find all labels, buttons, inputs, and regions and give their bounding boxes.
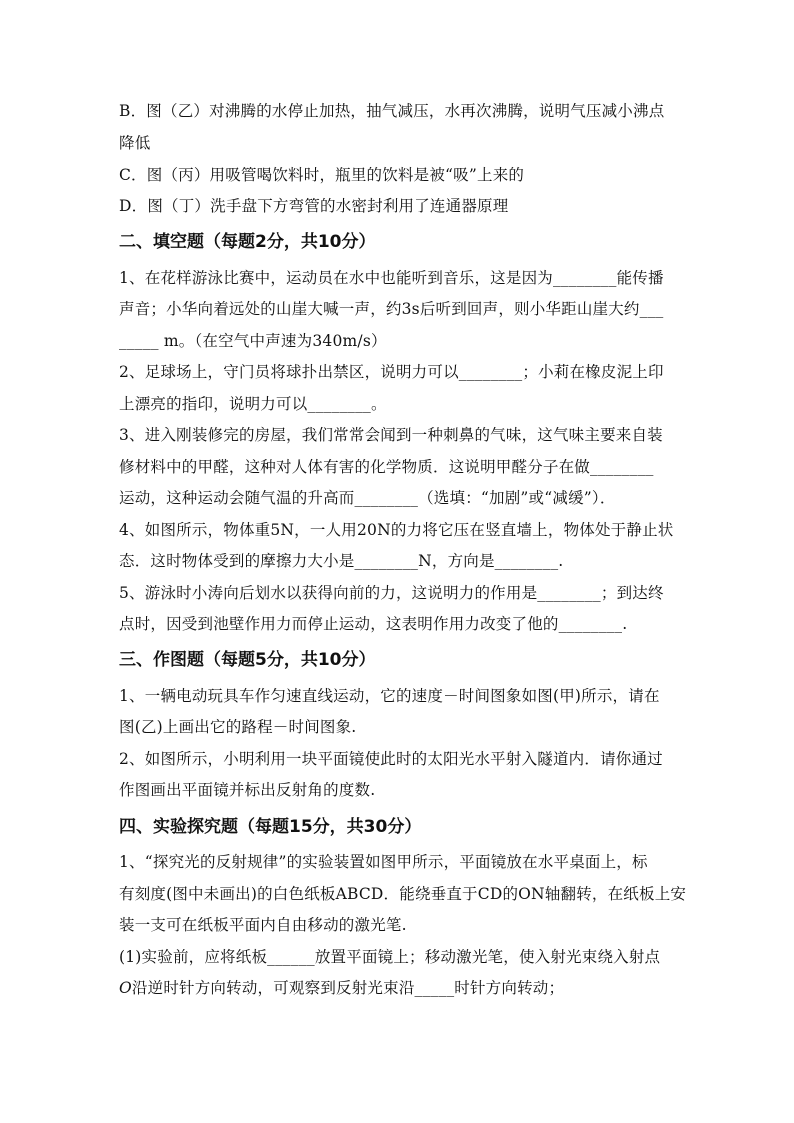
- exp-q1-line1: 1、“探究光的反射规律”的实验装置如图甲所示，平面镜放在水平桌面上，标: [119, 853, 648, 871]
- section-heading-fill-in: 二、填空题（每题2分，共10分）: [119, 232, 376, 252]
- q4-line1: 4、如图所示，物体重5N，一人用20N的力将它压在竖直墙上，物体处于静止状: [119, 521, 674, 539]
- option-c: C．图（丙）用吸管喝饮料时，瓶里的饮料是被“吸”上来的: [119, 166, 525, 184]
- section-heading-experiment: 四、实验探究题（每题15分，共30分）: [119, 817, 422, 837]
- exp-q1-line2: 有刻度(图中未画出)的白色纸板ABCD．能绕垂直于CD的ON轴翻转，在纸板上安: [119, 885, 687, 903]
- point-o-label: O: [119, 979, 132, 997]
- q1-line3: _____ m。（在空气中声速为340m/s）: [119, 332, 387, 350]
- q1-line1: 1、在花样游泳比赛中，运动员在水中也能听到音乐，这是因为________能传播: [119, 269, 664, 287]
- q5-line1: 5、游泳时小涛向后划水以获得向前的力，这说明力的作用是________；到达终: [119, 584, 664, 602]
- exp-q1-part1-line2-text: 沿逆时针方向转动，可观察到反射光束沿_____时针方向转动；: [131, 979, 565, 997]
- q5-line2: 点时，因受到池壁作用力而停止运动，这表明作用力改变了他的________.: [119, 615, 628, 633]
- option-b-line2: 降低: [119, 134, 151, 152]
- drawing-q2-line1: 2、如图所示，小明利用一块平面镜使此时的太阳光水平射入隧道内．请你通过: [119, 750, 663, 768]
- q1-line2: 声音；小华向着远处的山崖大喊一声，约3s后听到回声，则小华距山崖大约___: [119, 300, 664, 318]
- drawing-q1-line1: 1、一辆电动玩具车作匀速直线运动，它的速度－时间图象如图(甲)所示，请在: [119, 687, 660, 705]
- option-b-line1: B．图（乙）对沸腾的水停止加热，抽气减压，水再次沸腾，说明气压减小沸点: [119, 102, 665, 120]
- drawing-q2-line2: 作图画出平面镜并标出反射角的度数.: [119, 781, 376, 799]
- exp-q1-line3: 装一支可在纸板平面内自由移动的激光笔.: [119, 916, 407, 934]
- q3-line2: 修材料中的甲醛，这种对人体有害的化学物质．这说明甲醛分子在做________: [119, 458, 654, 476]
- option-d: D．图（丁）洗手盘下方弯管的水密封利用了连通器原理: [119, 197, 509, 215]
- section-heading-drawing: 三、作图题（每题5分，共10分）: [119, 650, 376, 670]
- exp-q1-part1-line2: [119, 978, 679, 998]
- exp-q1-part1-line1: (1)实验前，应将纸板______放置平面镜上；移动激光笔，使入射光束绕入射点: [119, 948, 661, 966]
- q2-line1: 2、足球场上，守门员将球扑出禁区，说明力可以________；小莉在橡皮泥上印: [119, 363, 664, 381]
- q4-line2: 态．这时物体受到的摩擦力大小是________N，方向是________.: [119, 552, 564, 570]
- q3-line3: 运动，这种运动会随气温的升高而________（选填：“加剧”或“减缓”）．: [119, 489, 616, 507]
- q2-line2: 上漂亮的指印，说明力可以________。: [119, 395, 387, 413]
- q3-line1: 3、进入刚装修完的房屋，我们常常会闻到一种刺鼻的气味，这气味主要来自装: [119, 426, 663, 444]
- drawing-q1-line2: 图(乙)上画出它的路程－时间图象.: [119, 718, 357, 736]
